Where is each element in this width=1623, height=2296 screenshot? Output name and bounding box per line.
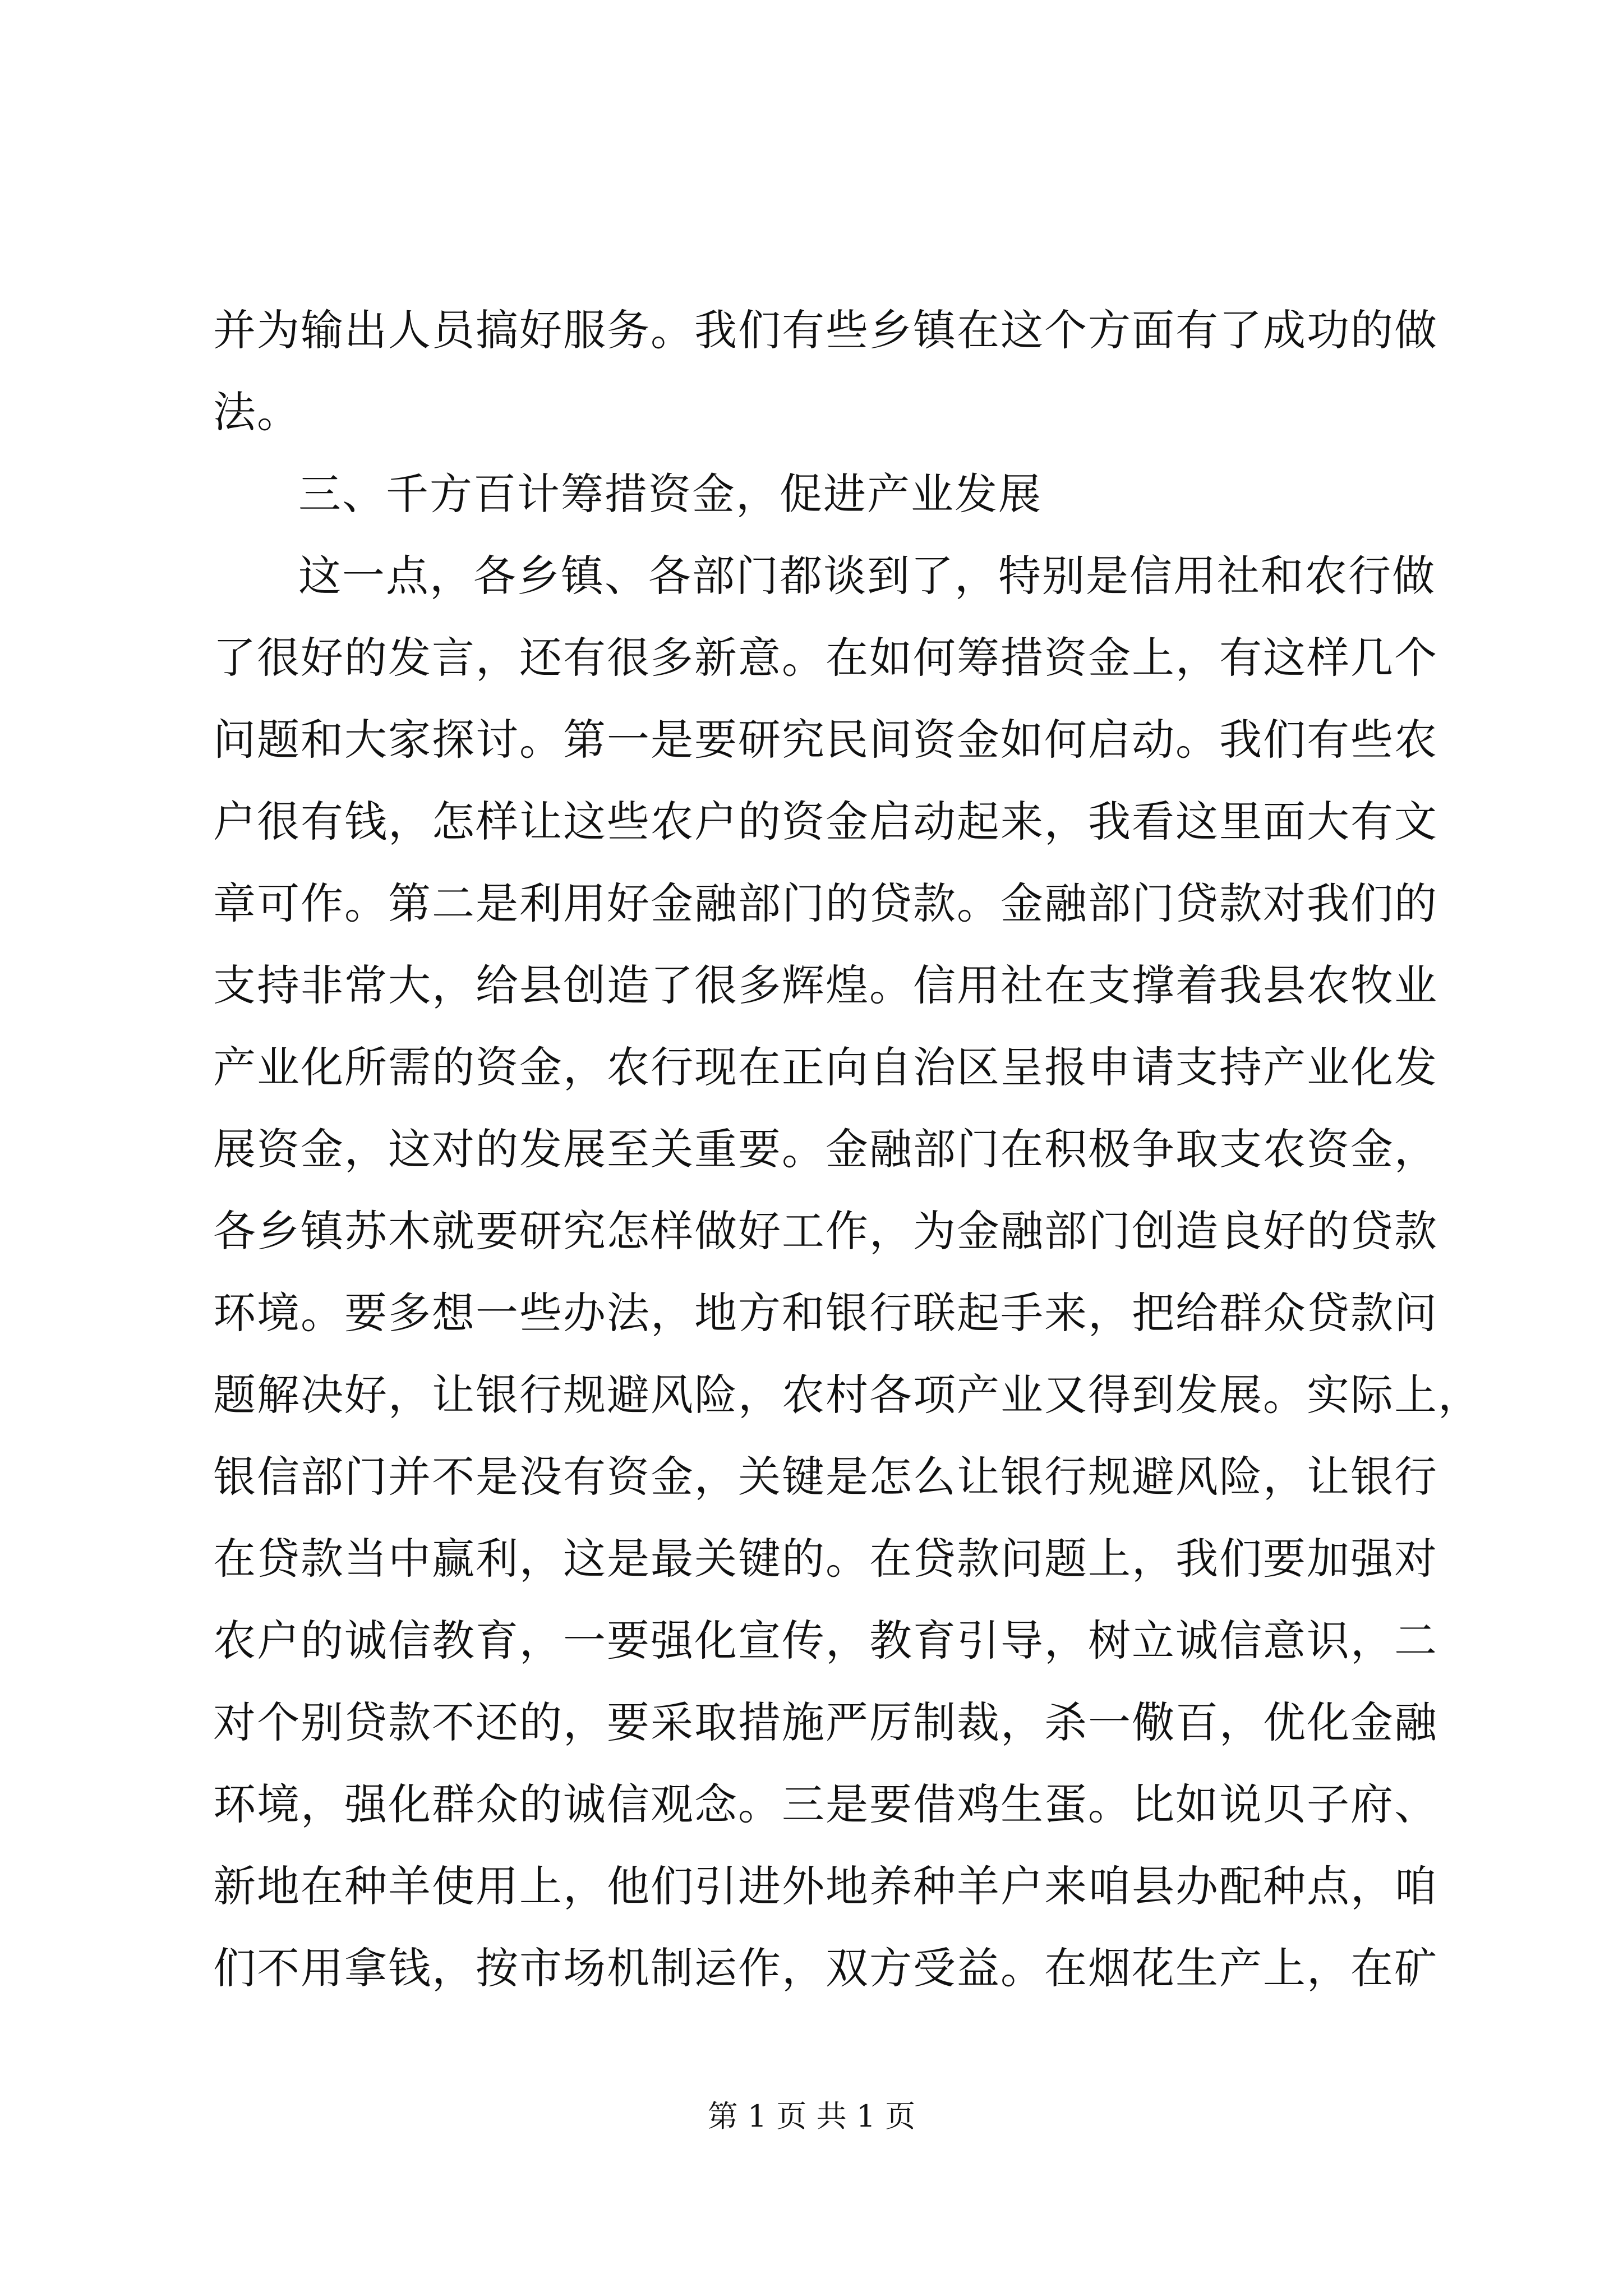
text-line: 新地在种羊使用上，他们引进外地养种羊户来咱县办配种点，咱 [213,1861,1438,1911]
text-line: 户很有钱，怎样让这些农户的资金启动起来，我看这里面大有文 [213,797,1438,846]
text-line: 农户的诚信教育，一要强化宣传，教育引导，树立诚信意识，二 [213,1616,1438,1665]
text-line: 支持非常大，给县创造了很多辉煌。信用社在支撑着我县农牧业 [213,960,1438,1010]
text-line: 展资金，这对的发展至关重要。金融部门在积极争取支农资金， [213,1124,1438,1174]
text-line: 银信部门并不是没有资金，关键是怎么让银行规避风险，让银行 [213,1452,1438,1502]
text-line: 章可作。第二是利用好金融部门的贷款。金融部门贷款对我们的 [213,878,1438,928]
text-line: 在贷款当中赢利，这是最关键的。在贷款问题上，我们要加强对 [213,1534,1438,1584]
text-line: 环境。要多想一些办法，地方和银行联起手来，把给群众贷款问 [213,1288,1438,1338]
text-line: 各乡镇苏木就要研究怎样做好工作，为金融部门创造良好的贷款 [213,1206,1438,1256]
text-line: 环境，强化群众的诚信观念。三是要借鸡生蛋。比如说贝子府、 [213,1779,1438,1829]
text-line: 题解决好，让银行规避风险，农村各项产业又得到发展。实际上， [213,1370,1482,1420]
page-footer: 第 1 页 共 1 页 [707,2099,916,2134]
text-line: 并为输出人员搞好服务。我们有些乡镇在这个方面有了成功的做 [213,305,1438,355]
text-line: 问题和大家探讨。第一是要研究民间资金如何启动。我们有些农 [213,715,1438,765]
text-line: 法。 [213,387,301,437]
section-heading: 三、千方百计筹措资金，促进产业发展 [298,469,1042,519]
text-line: 产业化所需的资金，农行现在正向自治区呈报申请支持产业化发 [213,1042,1438,1092]
document-body [213,289,1482,2009]
text-line: 了很好的发言，还有很多新意。在如何筹措资金上，有这样几个 [213,633,1438,683]
text-line: 们不用拿钱，按市场机制运作，双方受益。在烟花生产上，在矿 [213,1943,1438,1993]
text-line: 对个别贷款不还的，要采取措施严厉制裁，杀一儆百，优化金融 [213,1697,1438,1747]
paragraph-first-line: 这一点，各乡镇、各部门都谈到了，特别是信用社和农行做 [298,551,1436,601]
